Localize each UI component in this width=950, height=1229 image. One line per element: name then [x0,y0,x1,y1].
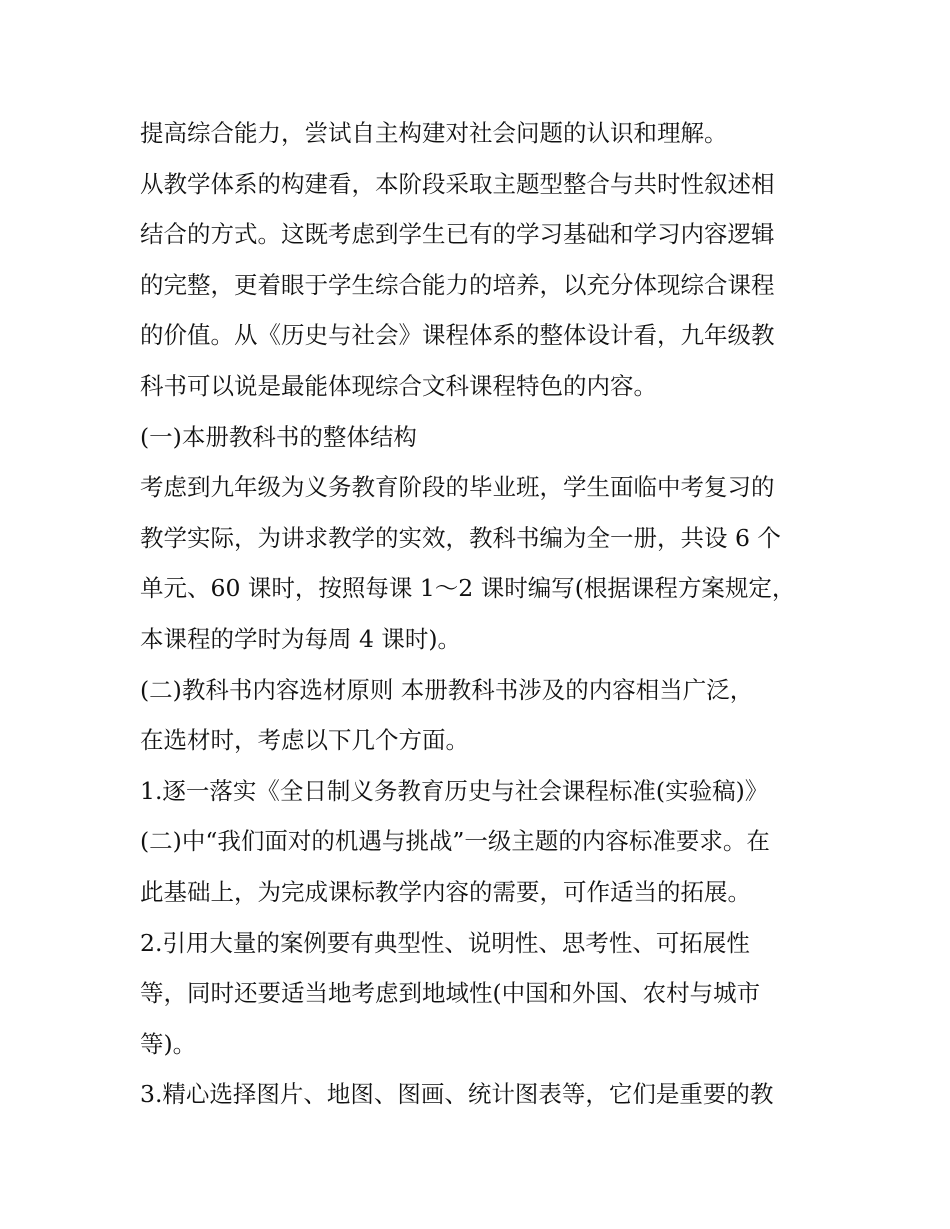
section-heading-1: (一)本册教科书的整体结构 [140,422,417,451]
section-heading-2: (二)教科书内容选材原则 本册教科书涉及的内容相当广泛， [140,675,754,704]
text-line: 的价值。从《历史与社会》课程体系的整体设计看，九年级教 [140,321,775,350]
text-line: 在选材时，考虑以下几个方面。 [140,726,469,755]
text-line: 提高综合能力，尝试自主构建对社会问题的认识和理解。 [140,119,728,147]
text-line: 从教学体系的构建看，本阶段采取主题型整合与共时性叙述相 [140,169,775,198]
list-item-1: 1.逐一落实《全日制义务教育历史与社会课程标准(实验稿)》 [140,776,769,805]
text-line: 此基础上，为完成课标教学内容的需要，可作适当的拓展。 [140,877,751,906]
text-line: 考虑到九年级为义务教育阶段的毕业班，学生面临中考复习的 [140,473,775,502]
list-item-2: 2.引用大量的案例要有典型性、说明性、思考性、可拓展性 [140,928,750,957]
body-text [140,108,830,1120]
text-line: 结合的方式。这既考虑到学生已有的学习基础和学习内容逻辑 [140,220,775,249]
text-line: 的完整，更着眼于学生综合能力的培养，以充分体现综合课程 [140,270,775,299]
text-line: 教学实际，为讲求教学的实效，教科书编为全一册，共设 6 个 [140,523,781,552]
text-line: 科书可以说是最能体现综合文科课程特色的内容。 [140,371,657,400]
text-line: 等)。 [140,1029,197,1058]
text-line: (二)中“我们面对的机遇与挑战”一级主题的内容标准要求。在 [140,827,770,856]
list-item-3: 3.精心选择图片、地图、图画、统计图表等，它们是重要的教 [140,1080,774,1109]
text-line: 单元、60 课时，按照每课 1～2 课时编写(根据课程方案规定， [140,574,796,603]
text-line: 本课程的学时为每周 4 课时)。 [140,624,462,653]
text-line: 等，同时还要适当地考虑到地域性(中国和外国、农村与城市 [140,979,761,1008]
